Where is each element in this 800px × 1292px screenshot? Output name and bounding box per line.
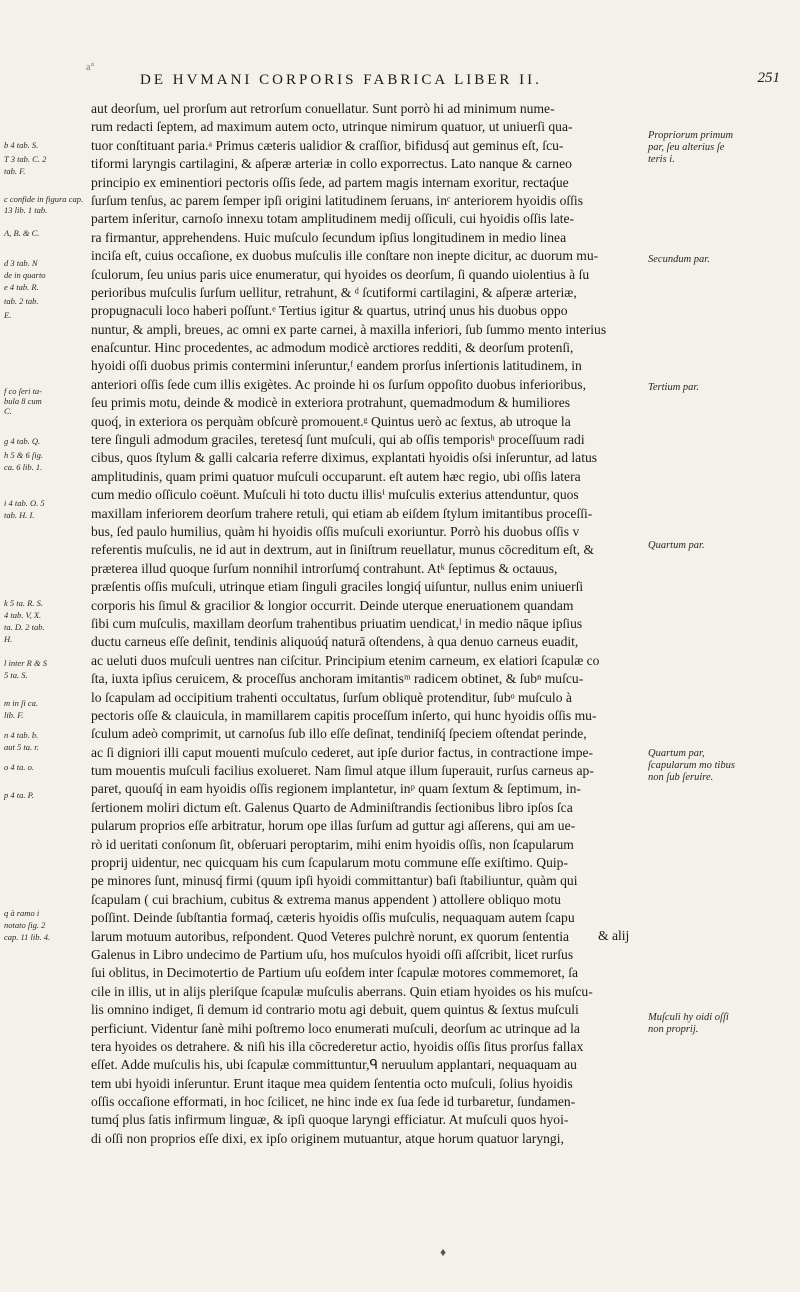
text-line: enaſcuntur. Hinc procedentes, ac admodum modicè arctiores redditi, & deorſum protenſi,	[91, 340, 574, 356]
left-margin-note: T 3 tab. C. 2	[4, 154, 47, 164]
running-title: DE HVMANI CORPORIS FABRICA LIBER II.	[140, 72, 542, 88]
catchword: & alij	[598, 928, 630, 943]
text-line: hyoidi oſſi duobus primis contermini inſeruntur,ᶠ eandem prorſus inſertionis latitudinem, in	[91, 358, 582, 374]
right-margin-note: Tertium par.	[648, 382, 699, 393]
text-line: ductu carneus eſſe deſinit, tendinis aliquoúq́ naturā oſtendens, à qua denuo carneus euadit,	[91, 634, 579, 650]
left-margin-note: notato ſig. 2	[4, 920, 46, 930]
left-margin-note: de in quarto	[4, 270, 46, 280]
text-line: cile in illis, ut in alijs pleriſque ſcapulæ muſculis aberrans. Quin etiam hyoides os his muſcu-	[91, 983, 593, 999]
left-margin-note: i 4 tab. O. 5	[4, 498, 45, 508]
left-margin-note: k 5 ta. R. S.	[4, 598, 43, 608]
right-margin-note: Muſculi hy oidi oſſi non proprij.	[648, 1012, 729, 1035]
text-line: ſurſum tenſus, ac parem ſemper ipſi origini latitudinem ſeruans, inᶜ anteriorem hyoidis oſſis	[91, 192, 583, 208]
left-margin-note: h 5 & 6 ſig.	[4, 450, 43, 460]
left-margin-note: tab. F.	[4, 166, 26, 176]
left-margin-note: cap. 11 lib. 4.	[4, 932, 51, 942]
left-margin-note: A, B. & C.	[4, 228, 40, 238]
text-line: pectoris oſſe & clauicula, in mamillarem capitis proceſſum inſerto, qui hunc hyoidis oſſis mu-	[91, 707, 597, 723]
text-line: quoq́, in exteriora os perquàm obſcurè promouent.ᵍ Quintus uerò ac ſextus, ab utroque la	[91, 413, 571, 429]
text-line: principio ex eminentiori pectoris oſſis ſede, ad partem magis internam exoritur, rectaq́ue	[91, 174, 569, 190]
text-line: Galenus in Libro undecimo de Partium uſu, hos muſculos hyoidi oſſi aſſcribit, licet rurſus	[91, 946, 574, 962]
left-margin-note: g 4 tab. Q.	[4, 436, 41, 446]
text-line: maxillam inferiorem deorſum trahere retuli, qui etiam ab eiſdem ſtylum imitantibus proceſſi-	[91, 505, 593, 521]
left-margin-note: tab. 2 tab.	[4, 296, 39, 306]
text-line: poſſint. Deinde ſubſtantia formaq́, cæteris hyoidis oſſis muſculis, nequaquam autem ſcapu	[91, 910, 575, 926]
left-margin-note: b 4 tab. S.	[4, 140, 39, 150]
left-margin-note: d 3 tab. N	[4, 258, 38, 268]
text-line: lo ſcapulam ad occipitium trahenti occultatus, ſurſum obliquè protenditur, ſubᵒ muſculo à	[91, 689, 572, 705]
page-number: 251	[757, 70, 780, 86]
text-line: cibus, quos ſtylum & galli calcaria referre diximus, explantati hyoidis oſsi inſeruntur, ad latus	[91, 450, 598, 466]
text-line: lis omnino indiget, ſi demum id contrario motu agi debuit, quem quintus & ſextus muſculi	[91, 1002, 579, 1018]
left-margin-note: p 4 ta. P.	[4, 790, 34, 800]
text-line: cum medio oſſiculo coëunt. Muſculi hi toto ductu illisⁱ muſculis exterius attenduntur, quos	[91, 487, 579, 503]
text-line: paret, quouſq́ in eam hyoidis oſſis regionem implantetur, inᵖ quam ſextum & ſeptimum, in-	[91, 781, 581, 797]
text-line: tera hyoides os detrahere. & niſi his illa cōcrederetur actio, hyoidis oſſis ſitus prorſus fallax	[91, 1038, 584, 1054]
text-line: tuor conſtituant paria.ᵃ Primus cæteris ualidior & craſſior, bifidusq́ aut geminus eſt, ſcu-	[91, 137, 564, 153]
text-line: inciſa eſt, cuius occaſione, ex duobus muſculis ille conſtare non inepte dicitur, ac duorum mu-	[91, 248, 599, 264]
left-margin-note: o 4 ta. o.	[4, 762, 34, 772]
right-margin-note: Quartum par.	[648, 540, 705, 551]
right-margin-note: Propriorum primum par, ſeu alterius ſe teris i.	[648, 130, 734, 165]
text-line: tere ſinguli admodum graciles, teretesq́ ſunt muſculi, qui ab oſſis temporisʰ proceſſuum radi	[91, 432, 585, 448]
ink-mark: ♦	[440, 1245, 447, 1259]
left-margin-note: tab. H. I.	[4, 510, 35, 520]
text-line: præſentis oſſis muſculi, utrinque etiam ſinguli graciles longiq́ uiſuntur, nullus enim uniuerſi	[91, 579, 584, 595]
text-line: perficiunt. Videntur ſanè mihi poſtremo loco enumerati muſculi, deorſum ac utrinque ad la	[91, 1020, 580, 1036]
text-line: tem ubi hyoidi inſeruntur. Erunt itaque mea quidem ſententia octo muſculi, ſolius hyoidis	[91, 1075, 573, 1091]
right-margin-note: Quartum par, ſcapularum mo tibus non ſub ſeruire.	[648, 748, 735, 783]
left-margin-note: aut 5 ta. r.	[4, 742, 39, 752]
left-margin-note: 5 ta. S.	[4, 670, 28, 680]
left-margin-note: ca. 6 lib. 1.	[4, 462, 43, 472]
text-line: aut deorſum, uel prorſum aut retrorſum conuellatur. Sunt porrò hi ad minimum nume-	[91, 101, 555, 116]
text-line: rum redacti ſeptem, ad maximum autem octo, utrinque nimirum quatuor, ut uniuerſi qua-	[91, 119, 573, 135]
text-line: ſcapulam ( cui brachium, cubitus & extrema manus appendent ) attollere obliquo motu	[91, 891, 561, 907]
text-line: rò id ueritati conſonum ſit, obſeruari peroptarim, mihi enim hyoidis oſſis, non ſcapularum	[91, 836, 574, 852]
left-margin-note: lib. F.	[4, 710, 24, 720]
text-line: ra firmantur, apprehendens. Huic muſculo ſecundum ipſius longitudinem in medio linea	[91, 229, 567, 245]
left-margin-note: E.	[4, 310, 12, 320]
left-margin-note: l inter R & S	[4, 658, 47, 668]
text-line: eſſet. Adde muſculis his, ubi ſcapulæ committuntur,ᑫ neruulum applantari, nequaquam au	[91, 1057, 577, 1073]
text-line: ſculum adeò comprimit, ut carnoſus ſub illo eſſe deſinat, tendiniſq́ ſpeciem oſtendat perinde,	[91, 726, 587, 742]
text-line: ſui oblitus, in Decimotertio de Partium uſu eoſdem inter ſcapulæ motores commemoret, ſa	[91, 965, 579, 981]
text-line: ac ueluti duos muſculi uentres nan ciſcitur. Principium etenim carneum, ex elatiori ſcapulæ co	[91, 652, 600, 668]
corner-mark: a°	[86, 62, 95, 73]
text-line: oſſis occaſione efformati, in hoc ſcilicet, ne hinc inde ex ſua ſede id turbaretur, ſundamen-	[91, 1094, 576, 1110]
left-margin-note: C.	[4, 406, 12, 416]
text-line: anteriori oſſis ſede cum illis exigètes. Ac proinde hi os ſurſum oppoſito duobus inferioribus,	[91, 376, 586, 392]
text-line: bus, ſed paulo humilius, quàm hi hyoidis oſſis muſculi exoriuntur. Porrò his duobus oſſis v	[91, 523, 580, 539]
text-line: propugnaculi loco haberi poſſunt.ᵉ Tertius igitur & quartus, utrinq́ unus his duobus oppo	[91, 303, 568, 319]
left-margin-note: bula 8 cum	[4, 396, 42, 406]
text-line: amplitudinis, quam primi quatuor muſculi occuparunt. eſt autem hæc regio, ubi oſſis latera	[91, 468, 581, 484]
text-line: pe minores ſunt, minusq́ firmi (quum ipſi hyoidi committantur) baſi ſtabiliuntur, quàm qui	[91, 873, 578, 889]
text-line: di oſſi non proprios eſſe dixi, ex ipſo originem mutuantur, atque horum quatuor laryngi,	[91, 1130, 564, 1146]
left-margin-note: ta. D. 2 tab.	[4, 622, 45, 632]
left-margin-note: q à ramo i	[4, 908, 40, 918]
text-line: pularum proprios eſſe arbitratur, horum ope illas ſurſum ad guttur agi aſſerens, qui am ue-	[91, 818, 576, 834]
right-margin-note: Secundum par.	[648, 254, 710, 265]
text-line: nuntur, & ampli, breues, ac omni ex parte carnei, à maxilla inferiori, ſub ſummo mento interius	[91, 321, 607, 337]
main-text-block	[91, 100, 646, 1148]
text-line: ſta, iuxta ipſius ceruicem, & proceſſus anchoram imitantisᵐ radicem obtinet, & ſubⁿ muſcu-	[91, 671, 584, 687]
text-line: ſibi cum muſculis, maxillam deorſum trahentibus priuatim uendicat,ˡ in medio nāque ipſius	[91, 615, 583, 631]
text-line: tiformi laryngis cartilagini, & aſperæ arteriæ in collo exporrectus. Lato nanque & carneo	[91, 156, 572, 172]
left-margin-note: 4 tab. V, X.	[4, 610, 42, 620]
text-line: tum mouentis muſculi facilius exolueret. Nam ſimul atque illum ſuperauit, rurſus carneus ap-	[91, 763, 594, 779]
text-line: referentis muſculis, ne id aut in dextrum, aut in ſiniſtrum reuellatur, munus cōcreditum eſt, &	[91, 542, 595, 558]
left-margin-note: n 4 tab. b.	[4, 730, 39, 740]
text-line: proprij uidentur, nec quicquam his cum ſcapularum motu commune eſſe exiſtimo. Quip-	[91, 855, 569, 871]
text-line: tumq́ plus ſatis infirmum linguæ, & ipſi quoque laryngi efficiatur. At muſculi quos hyoi-	[91, 1112, 569, 1128]
left-margin-note: m in ſi ca.	[4, 698, 38, 708]
page-header	[140, 72, 780, 94]
text-line: ſculorum, ſeu unius paris uice enumeratur, qui hyoides os deorſum, ſi quando uiolentius à ſu	[91, 266, 590, 282]
text-line: larum motuum autoribus, reſpondent. Quod Veteres pulchrè norunt, ex quorum ſententia	[91, 928, 570, 944]
text-line: perioribus muſculis ſurſum uellitur, retrahunt, & ᵈ ſcutiformi cartilagini, & aſperæ arteriæ,	[91, 284, 577, 300]
text-line: ac ſi digniori illi caput mouenti muſculo cederet, aut ipſe durior factus, in contractione impe-	[91, 744, 594, 760]
left-margin-note: H.	[4, 634, 13, 644]
text-line: ſertionem moliri dictum eſt. Galenus Quarto de Adminiſtrandis ſectionibus libro ipſos ſca	[91, 799, 573, 815]
left-margin-note: e 4 tab. R.	[4, 282, 39, 292]
text-line: præterea illud quoque ſurſum nonnihil introrſumq́ contrahunt. Atᵏ ſeptimus & octauus,	[91, 560, 558, 576]
left-margin-note: f co ſeri ta-	[4, 386, 43, 396]
text-line: ſeu primis motu, deinde & modicè in exteriora protrahunt, quemadmodum & humiliores	[91, 395, 571, 411]
text-line: partem inſeritur, carnoſo innexu totam amplitudinem medij oſſiculi, cui hyoidis oſſis late-	[91, 211, 575, 227]
left-margin-note: c confide in figura cap. 13 lib. 1 tab.	[4, 194, 84, 215]
text-line: corporis his ſimul & gracilior & longior occurrit. Deinde uterque eneruationem quandam	[91, 597, 574, 613]
